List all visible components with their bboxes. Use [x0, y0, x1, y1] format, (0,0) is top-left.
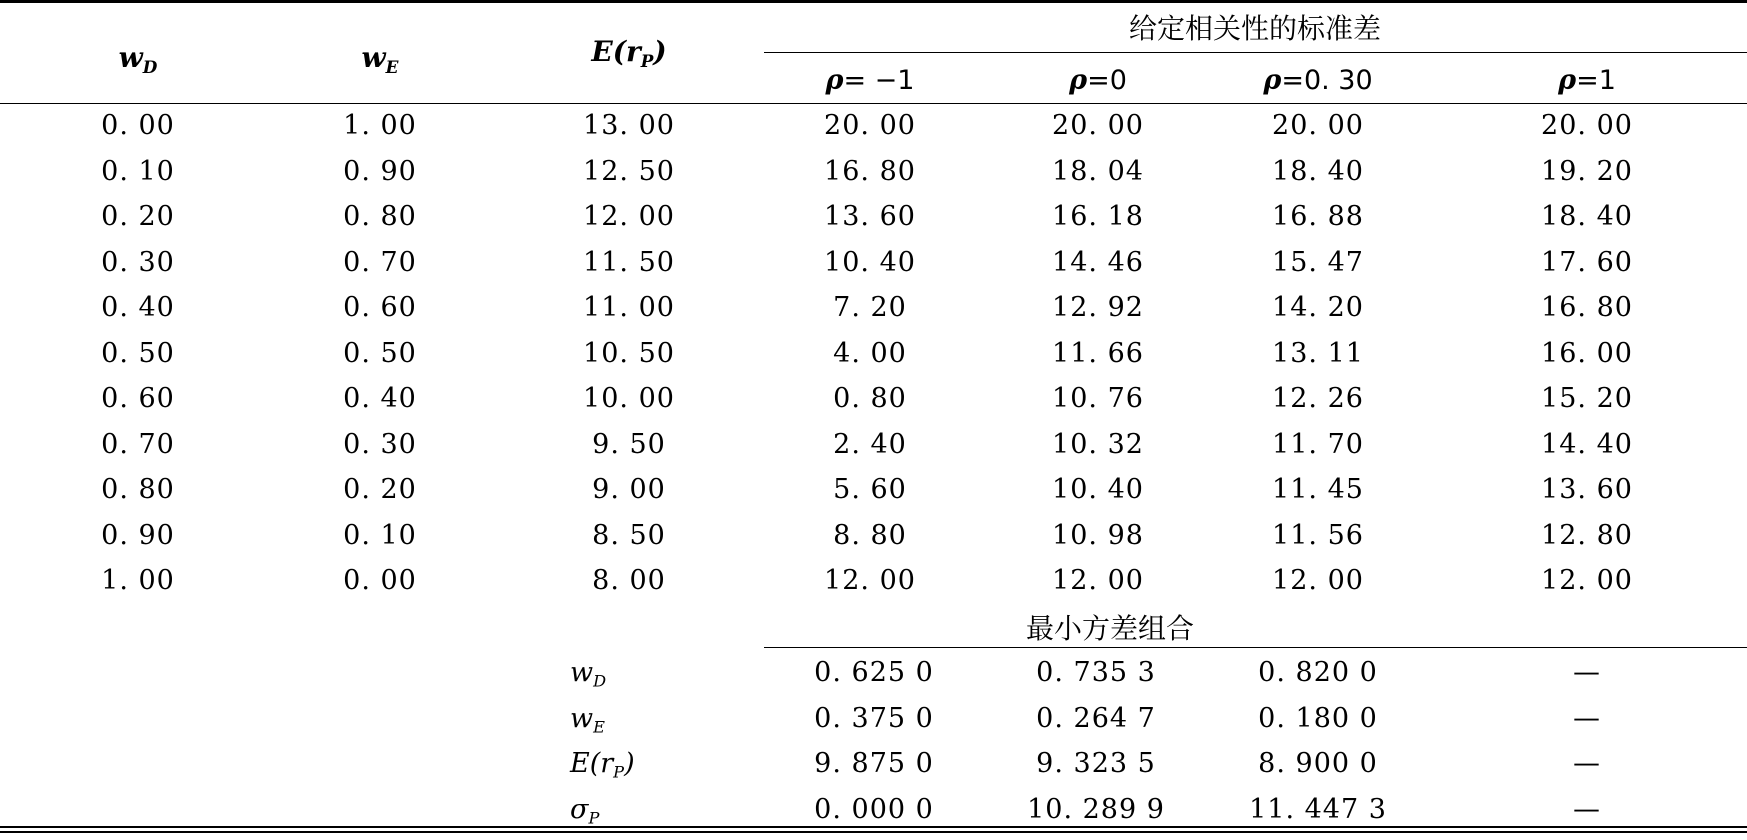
- table-cell: 0. 70: [101, 428, 175, 460]
- not-applicable-dash: —: [1573, 657, 1601, 688]
- table-cell: 10. 32: [1052, 428, 1144, 460]
- min-variance-cell: 0. 264 7: [1036, 702, 1156, 734]
- table-cell: 0. 80: [343, 201, 417, 232]
- table-cell: 0. 50: [343, 337, 417, 369]
- table-cell: 14. 20: [1272, 292, 1364, 323]
- table-cell: 18. 04: [1052, 155, 1144, 187]
- table-cell: 20. 00: [824, 110, 916, 141]
- table-cell: 10. 40: [1052, 474, 1144, 505]
- table-cell: 0. 00: [343, 565, 417, 596]
- header-rho-030: ρ=0. 30: [1263, 65, 1373, 96]
- table-cell: 12. 00: [1272, 565, 1364, 596]
- table-cell: 16. 00: [1541, 337, 1633, 369]
- table-cell: 0. 10: [101, 155, 175, 187]
- table-cell: 0. 50: [101, 337, 175, 369]
- top-rule-thick: [0, 0, 1747, 3]
- not-applicable-dash: —: [1573, 702, 1601, 734]
- table-cell: 0. 60: [101, 383, 175, 414]
- min-variance-cell: 9. 323 5: [1036, 748, 1156, 779]
- table-cell: 1. 00: [101, 565, 175, 596]
- group-header-rule: [764, 52, 1747, 53]
- table-cell: 16. 18: [1052, 201, 1144, 232]
- table-cell: 16. 88: [1272, 201, 1364, 232]
- table-cell: 12. 92: [1052, 292, 1144, 323]
- table-cell: 0. 60: [343, 292, 417, 323]
- table-cell: 12. 00: [1052, 565, 1144, 596]
- min-variance-row-label: $E(r_P)$: [570, 748, 635, 782]
- table-cell: 0. 40: [343, 383, 417, 414]
- header-group-title: 给定相关性的标准差: [1128, 12, 1382, 45]
- table-cell: 13. 00: [583, 110, 675, 141]
- min-variance-row-label: $w_D$: [570, 657, 607, 691]
- table-cell: 9. 00: [592, 474, 666, 505]
- table-cell: 7. 20: [833, 292, 907, 323]
- header-wD: $w_D$: [118, 41, 158, 77]
- table-cell: 12. 26: [1272, 383, 1364, 414]
- table-cell: 0. 40: [101, 292, 175, 323]
- table-cell: 17. 60: [1541, 246, 1633, 278]
- table-cell: 0. 30: [101, 246, 175, 278]
- table-cell: 12. 50: [583, 155, 675, 187]
- table-cell: 10. 40: [824, 246, 916, 278]
- table-cell: 10. 98: [1052, 519, 1144, 551]
- table-cell: 13. 11: [1272, 337, 1364, 369]
- table-cell: 10. 76: [1052, 383, 1144, 414]
- table-cell: 0. 30: [343, 428, 417, 460]
- header-rho-1: ρ=1: [1558, 65, 1616, 96]
- min-variance-cell: 10. 289 9: [1027, 793, 1165, 825]
- min-variance-cell: 0. 735 3: [1036, 657, 1156, 688]
- table-cell: 0. 20: [343, 474, 417, 505]
- header-rho-0: ρ=0: [1069, 65, 1127, 96]
- table-cell: 4. 00: [833, 337, 907, 369]
- min-variance-cell: 0. 180 0: [1258, 702, 1378, 734]
- table-cell: 19. 20: [1541, 155, 1633, 187]
- not-applicable-dash: —: [1573, 748, 1601, 779]
- table-cell: 0. 70: [343, 246, 417, 278]
- table-cell: 0. 20: [101, 201, 175, 232]
- min-variance-cell: 9. 875 0: [814, 748, 934, 779]
- table-cell: 18. 40: [1541, 201, 1633, 232]
- table-cell: 0. 90: [343, 155, 417, 187]
- table-cell: 13. 60: [824, 201, 916, 232]
- header-rho-neg1: ρ= −1: [825, 65, 915, 96]
- table-cell: 11. 66: [1052, 337, 1144, 369]
- min-variance-cell: 0. 375 0: [814, 702, 934, 734]
- table-cell: 13. 60: [1541, 474, 1633, 505]
- table-cell: 0. 80: [101, 474, 175, 505]
- table-cell: 16. 80: [824, 155, 916, 187]
- table-cell: 14. 46: [1052, 246, 1144, 278]
- min-variance-cell: 0. 625 0: [814, 657, 934, 688]
- table-cell: 5. 60: [833, 474, 907, 505]
- header-wE: $w_E$: [361, 41, 399, 77]
- min-variance-cell: 8. 900 0: [1258, 748, 1378, 779]
- min-variance-cell: 0. 820 0: [1258, 657, 1378, 688]
- min-variance-title: 最小方差组合: [1025, 612, 1195, 645]
- table-cell: 16. 80: [1541, 292, 1633, 323]
- min-variance-row-label: $w_E$: [570, 702, 605, 737]
- not-applicable-dash: —: [1573, 793, 1601, 825]
- table-cell: 8. 80: [833, 519, 907, 551]
- table-cell: 11. 50: [583, 246, 675, 278]
- min-variance-row-label: $\sigma_P$: [570, 793, 600, 828]
- min-variance-cell: 11. 447 3: [1249, 793, 1387, 825]
- table-cell: 0. 80: [833, 383, 907, 414]
- table-cell: 12. 00: [583, 201, 675, 232]
- table-cell: 11. 00: [583, 292, 675, 323]
- table-cell: 0. 00: [101, 110, 175, 141]
- table-cell: 18. 40: [1272, 155, 1364, 187]
- table-cell: 11. 56: [1272, 519, 1364, 551]
- table-cell: 10. 50: [583, 337, 675, 369]
- table-cell: 14. 40: [1541, 428, 1633, 460]
- table-cell: 12. 00: [1541, 565, 1633, 596]
- table-cell: 20. 00: [1052, 110, 1144, 141]
- table-cell: 12. 00: [824, 565, 916, 596]
- table-cell: 0. 10: [343, 519, 417, 551]
- table-cell: 11. 45: [1272, 474, 1364, 505]
- table-cell: 12. 80: [1541, 519, 1633, 551]
- table-cell: 8. 50: [592, 519, 666, 551]
- table-cell: 11. 70: [1272, 428, 1364, 460]
- table-cell: 20. 00: [1272, 110, 1364, 141]
- table-cell: 10. 00: [583, 383, 675, 414]
- min-variance-cell: 0. 000 0: [814, 793, 934, 825]
- table-cell: 2. 40: [833, 428, 907, 460]
- table-cell: 0. 90: [101, 519, 175, 551]
- min-variance-rule: [764, 647, 1747, 648]
- header-expected-return: $E(r_P)$: [591, 35, 667, 71]
- table-cell: 1. 00: [343, 110, 417, 141]
- table-cell: 15. 47: [1272, 246, 1364, 278]
- table-cell: 8. 00: [592, 565, 666, 596]
- table-cell: 20. 00: [1541, 110, 1633, 141]
- table-cell: 9. 50: [592, 428, 666, 460]
- table-cell: 15. 20: [1541, 383, 1633, 414]
